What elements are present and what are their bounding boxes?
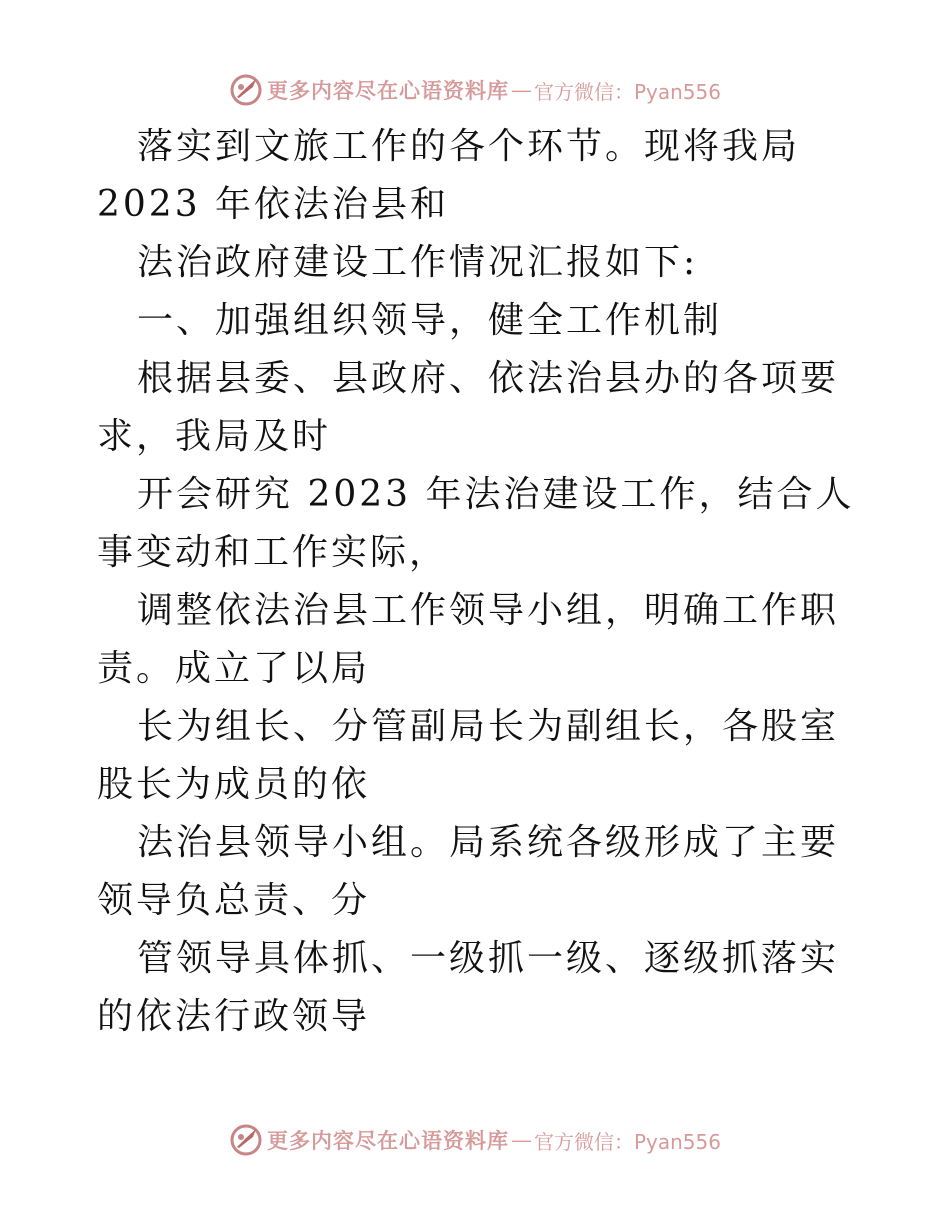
- feather-pen-seal-icon: [229, 1123, 263, 1157]
- paragraph: 调整依法治县工作领导小组，明确工作职责。成立了以局: [97, 590, 840, 689]
- paragraph: 法治政府建设工作情况汇报如下:: [137, 242, 699, 283]
- header-watermark: [0, 70, 950, 110]
- watermark-brand: 更多内容尽在心语资料库: [266, 78, 509, 103]
- watermark-contact: 官方微信：Pyan556: [533, 1129, 721, 1154]
- section-heading: 一、加强组织领导，健全工作机制: [137, 300, 723, 341]
- watermark-contact: 官方微信：Pyan556: [533, 79, 721, 104]
- document-body: [97, 118, 857, 1046]
- watermark-separator: —: [510, 78, 532, 102]
- paragraph: 长为组长、分管副局长为副组长，各股室股长为成员的依: [97, 706, 840, 805]
- footer-watermark: [0, 1120, 950, 1160]
- feather-pen-seal-icon: [229, 73, 263, 107]
- watermark-separator: —: [510, 1128, 532, 1152]
- paragraph: 根据县委、县政府、依法治县办的各项要求，我局及时: [97, 358, 840, 457]
- watermark-brand: 更多内容尽在心语资料库: [266, 1128, 509, 1153]
- paragraph: 法治县领导小组。局系统各级形成了主要领导负总责、分: [97, 822, 840, 921]
- paragraph: 开会研究 2023 年法治建设工作，结合人事变动和工作实际，: [97, 474, 855, 573]
- paragraph: 管领导具体抓、一级抓一级、逐级抓落实的依法行政领导: [97, 938, 840, 1037]
- paragraph: 落实到文旅工作的各个环节。现将我局 2023 年依法治县和: [97, 126, 801, 225]
